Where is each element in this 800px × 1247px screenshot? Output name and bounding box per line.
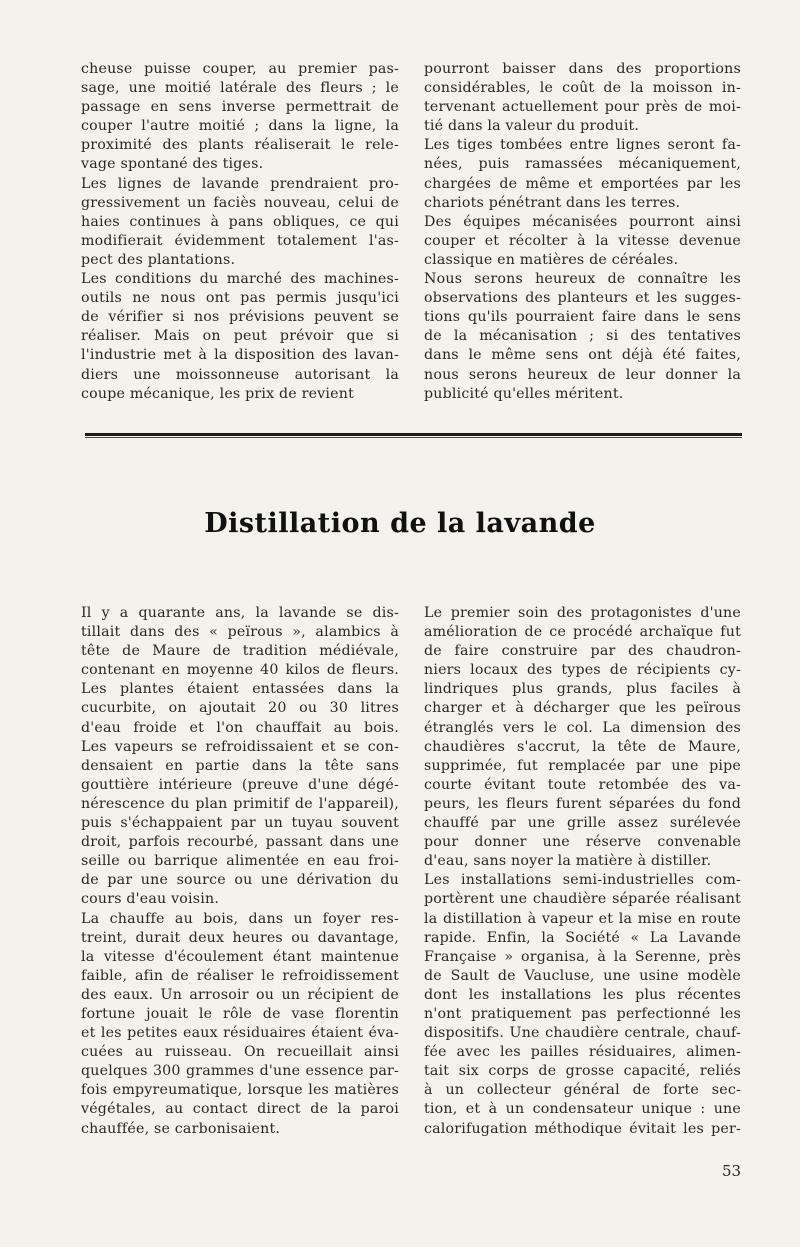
text-line: étranglés vers le col. La dimension des bbox=[424, 719, 741, 736]
section-divider-rule bbox=[85, 433, 742, 436]
section-divider-thin-rule bbox=[85, 437, 742, 438]
text-line: tête de Maure de tradition médiévale, bbox=[81, 643, 399, 660]
text-line: l'industrie met à la disposition des lavan- bbox=[81, 347, 399, 364]
text-line: Le premier soin des protagonistes d'une bbox=[424, 605, 741, 621]
text-line: pect des plantations. bbox=[81, 251, 236, 268]
text-line: pour donner une réserve convenable bbox=[424, 834, 741, 851]
text-line: quelques 300 grammes d'une essence par- bbox=[81, 1063, 399, 1080]
text-line: sage, une moitié latérale des fleurs ; le bbox=[81, 80, 399, 97]
text-line: passage en sens inverse permettrait de bbox=[81, 99, 399, 116]
text-line: modifierait évidemment totalement l'as- bbox=[81, 232, 399, 249]
text-line: chauffée, se carbonisaient. bbox=[81, 1120, 281, 1137]
text-line: nous serons heureux de leur donner la bbox=[424, 366, 741, 383]
text-line: couper l'autre moitié ; dans la ligne, la bbox=[81, 118, 399, 135]
text-line: seille ou barrique alimentée en eau froi- bbox=[81, 853, 399, 870]
text-line: cheuse puisse couper, au premier pas- bbox=[81, 61, 399, 77]
text-line: vage spontané des tiges. bbox=[81, 156, 264, 173]
text-line: réaliser. Mais on peut prévoir que si bbox=[81, 328, 399, 345]
text-line: treint, durait deux heures ou davantage, bbox=[81, 929, 399, 946]
article-title: Distillation de la lavande bbox=[204, 508, 596, 539]
text-line: publicité qu'elles méritent. bbox=[424, 385, 624, 402]
text-line: cours d'eau voisin. bbox=[81, 891, 220, 908]
text-line: d'eau froide et l'on chauffait au bois. bbox=[81, 719, 399, 736]
text-line: Les conditions du marché des machines- bbox=[81, 271, 399, 288]
text-line: amélioration de ce procédé archaïque fut bbox=[424, 624, 741, 641]
text-line: chargées de même et emportées par les bbox=[424, 175, 741, 192]
text-line: rapide. Enfin, la Société « La Lavande bbox=[424, 929, 741, 946]
text-line: faible, afin de réaliser le refroidissement bbox=[81, 967, 399, 984]
text-line: Les tiges tombées entre lignes seront fa- bbox=[424, 137, 741, 154]
text-line: haies continues à pans obliques, ce qui bbox=[81, 213, 399, 230]
text-line: à un collecteur général de forte sec- bbox=[424, 1082, 741, 1099]
text-line: chauffé par une grille assez surélevée bbox=[424, 815, 741, 832]
text-line: nées, puis ramassées mécaniquement, bbox=[424, 156, 741, 173]
text-line: observations des planteurs et les sugges- bbox=[424, 290, 741, 307]
text-line: densaient en partie dans la tête sans bbox=[81, 757, 399, 774]
text-line: considérables, le coût de la moisson in- bbox=[424, 80, 741, 97]
bottom-left-column bbox=[81, 604, 399, 1139]
text-line: La chauffe au bois, dans un foyer res- bbox=[81, 910, 399, 927]
text-line: Française » organisa, à la Serenne, près bbox=[424, 948, 741, 965]
text-line: proximité des plants réaliserait le rele- bbox=[81, 137, 399, 154]
text-line: la distillation à vapeur et la mise en route bbox=[424, 910, 741, 927]
text-line: tervenant actuellement pour près de moi- bbox=[424, 99, 741, 116]
text-line: dont les installations les plus récentes bbox=[424, 986, 741, 1003]
top-right-column bbox=[424, 60, 741, 404]
text-line: végétales, au contact direct de la paroi bbox=[81, 1101, 399, 1118]
text-line: des eaux. Un arrosoir ou un récipient de bbox=[81, 986, 399, 1003]
text-line: n'ont pratiquement pas perfectionné les bbox=[424, 1005, 741, 1022]
text-line: Les plantes étaient entassées dans la bbox=[81, 681, 399, 698]
text-line: lindriques plus grands, plus faciles à bbox=[424, 681, 741, 698]
text-line: de par une source ou une dérivation du bbox=[81, 872, 399, 889]
page-number: 53 bbox=[722, 1162, 742, 1180]
top-left-column bbox=[81, 60, 399, 404]
text-line: Des équipes mécanisées pourront ainsi bbox=[424, 213, 741, 230]
text-line: Les installations semi-industrielles com- bbox=[424, 872, 741, 889]
text-line: charger et à décharger que les peïrous bbox=[424, 700, 741, 717]
text-line: outils ne nous ont pas permis jusqu'ici bbox=[81, 290, 399, 307]
bottom-right-column bbox=[424, 604, 741, 1139]
text-line: contenant en moyenne 40 kilos de fleurs. bbox=[81, 662, 399, 679]
text-line: niers locaux des types de récipients cy- bbox=[424, 662, 741, 679]
text-line: tions qu'ils pourraient faire dans le sens bbox=[424, 309, 741, 326]
text-line: classique en matières de céréales. bbox=[424, 251, 679, 268]
text-line: de faire construire par des chaudron- bbox=[424, 643, 741, 660]
text-line: fois empyreumatique, lorsque les matières bbox=[81, 1082, 399, 1099]
text-line: la vitesse d'écoulement étant maintenue bbox=[81, 948, 399, 965]
text-line: cuées au ruisseau. On recueillait ainsi bbox=[81, 1044, 399, 1061]
text-line: supprimée, fut remplacée par une pipe bbox=[424, 757, 741, 774]
text-line: de la mécanisation ; si des tentatives bbox=[424, 328, 741, 345]
text-line: Les lignes de lavande prendraient pro- bbox=[81, 175, 399, 192]
text-line: cucurbite, on ajoutait 20 ou 30 litres bbox=[81, 700, 399, 717]
text-line: couper et récolter à la vitesse devenue bbox=[424, 232, 741, 249]
text-line: fée avec les pailles résiduaires, alimen- bbox=[424, 1044, 741, 1061]
text-line: Les vapeurs se refroidissaient et se con- bbox=[81, 738, 399, 755]
text-line: d'eau, sans noyer la matière à distiller. bbox=[424, 853, 712, 870]
text-line: chaudières s'accrut, la tête de Maure, bbox=[424, 738, 741, 755]
text-line: tion, et à un condensateur unique : une bbox=[424, 1101, 741, 1118]
text-line: Il y a quarante ans, la lavande se dis- bbox=[81, 605, 399, 621]
text-line: portèrent une chaudière séparée réalisant bbox=[424, 891, 741, 908]
text-line: courte évitant toute retombée des va- bbox=[424, 776, 741, 793]
text-line: tillait dans des « peïrous », alambics à bbox=[81, 624, 399, 641]
text-line: calorifugation méthodique évitait les per- bbox=[424, 1120, 741, 1137]
text-line: Nous serons heureux de connaître les bbox=[424, 271, 741, 288]
text-line: dans le même sens ont déjà été faites, bbox=[424, 347, 741, 364]
text-line: nérescence du plan primitif de l'appareil), bbox=[81, 795, 399, 812]
text-line: dispositifs. Une chaudière centrale, chauf- bbox=[424, 1025, 741, 1042]
text-line: fortune jouait le rôle de vase florentin bbox=[81, 1005, 399, 1022]
text-line: gressivement un faciès nouveau, celui de bbox=[81, 194, 399, 211]
text-line: gouttière intérieure (preuve d'une dégé- bbox=[81, 776, 399, 793]
text-line: tié dans la valeur du produit. bbox=[424, 118, 640, 135]
text-line: chariots pénétrant dans les terres. bbox=[424, 194, 681, 211]
text-line: de Sault de Vaucluse, une usine modèle bbox=[424, 967, 741, 984]
text-line: tait six corps de grosse capacité, reliés bbox=[424, 1063, 741, 1080]
text-line: coupe mécanique, les prix de revient bbox=[81, 385, 354, 402]
text-line: puis s'échappaient par un tuyau souvent bbox=[81, 815, 399, 832]
text-line: de vérifier si nos prévisions peuvent se bbox=[81, 309, 399, 326]
text-line: droit, parfois recourbé, passant dans une bbox=[81, 834, 399, 851]
text-line: pourront baisser dans des proportions bbox=[424, 61, 741, 77]
text-line: et les petites eaux résiduaires étaient éva- bbox=[81, 1025, 399, 1042]
text-line: peurs, les fleurs furent séparées du fond bbox=[424, 795, 741, 812]
text-line: diers une moissonneuse autorisant la bbox=[81, 366, 399, 383]
